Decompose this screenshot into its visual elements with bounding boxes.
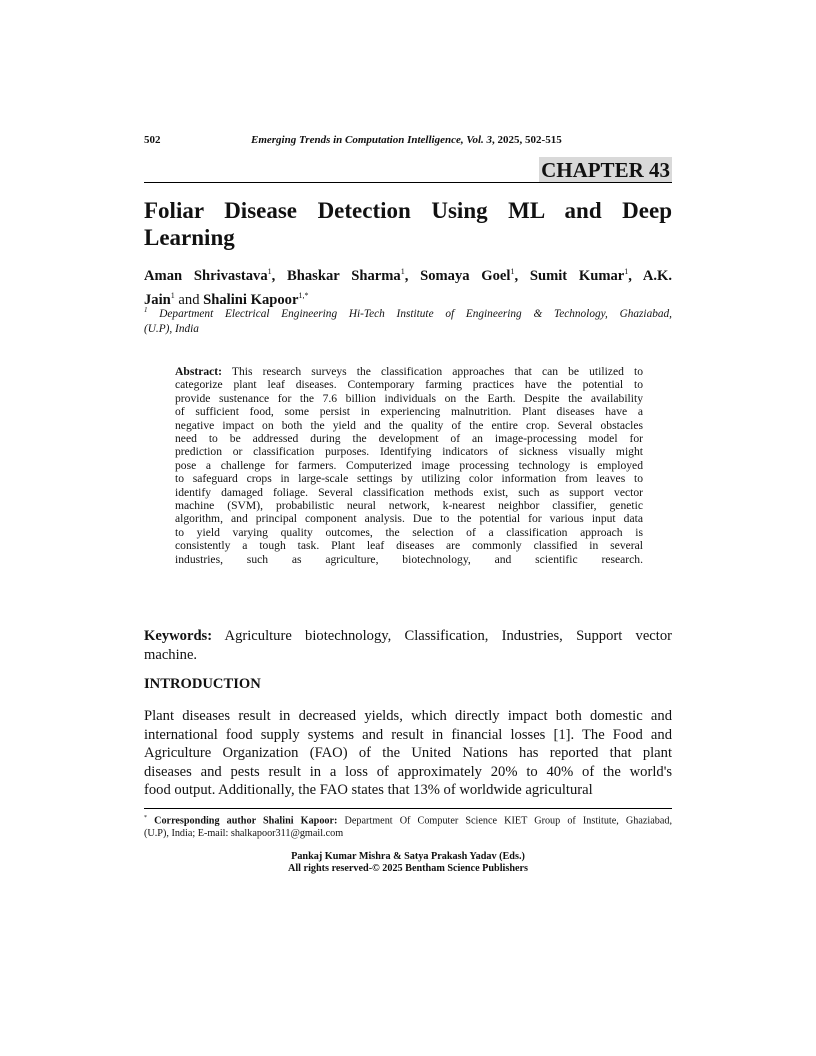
author-affil-sup: 1 xyxy=(400,267,405,276)
paper-title xyxy=(144,197,672,251)
author-affil-sup: 1 xyxy=(510,267,515,276)
footnote-line-2: (U.P), India; E-mail: shalkapoor311@gmail.com xyxy=(144,827,344,839)
footnote-sup: * xyxy=(144,815,147,821)
author-name: Aman Shrivastava xyxy=(144,267,268,284)
abstract-line xyxy=(175,365,643,378)
author-name: A.K. xyxy=(642,267,673,284)
journal-citation xyxy=(251,134,562,146)
body-line: Plant diseases result in decreased yields, which directly impact both domestic and xyxy=(144,708,672,724)
abstract-line: consistently a tough task. Plant leaf diseases are commonly classified in several xyxy=(175,539,643,553)
abstract xyxy=(175,365,643,566)
abstract-line: categorize plant leaf diseases. Contemporary farming practices have the potential to xyxy=(175,378,643,392)
abstract-label: Abstract: xyxy=(175,365,223,378)
body-line: Agriculture Organization (FAO) of the United Nations has reported that plant xyxy=(144,745,672,762)
affiliation xyxy=(144,303,672,337)
affiliation-line-1 xyxy=(144,303,672,322)
keywords xyxy=(144,627,672,664)
author-name: Jain xyxy=(144,291,171,308)
author-name: Shalini Kapoor xyxy=(203,291,299,308)
keywords-label: Keywords: xyxy=(144,628,213,644)
journal-name: Emerging Trends in Computation Intelligence, Vol. 3 xyxy=(251,134,493,146)
author-name: Sumit Kumar xyxy=(529,267,625,284)
affiliation-line-2: (U.P), India xyxy=(144,322,199,335)
abstract-line: negative impact on both the yield and the quality of the entire crop. Several obstacles xyxy=(175,418,643,432)
author-conjunction: and xyxy=(178,291,200,308)
author-affil-sup: 1 xyxy=(624,267,629,276)
abstract-line: provide sustenance for the 7.6 billion individuals on the Earth. Despite the availability xyxy=(175,391,643,405)
page-number: 502 xyxy=(144,134,161,146)
footnote-line-1 xyxy=(144,812,672,828)
chapter-label: CHAPTER 43 xyxy=(541,158,670,182)
abstract-line: to yield varying quality outcomes, the selection of a classification approach is xyxy=(175,525,643,539)
author-name: Somaya Goel xyxy=(420,267,511,284)
rights-line: All rights reserved-© 2025 Bentham Science Publishers xyxy=(287,863,529,875)
keywords-line-2: machine. xyxy=(144,646,198,663)
keywords-text: Agriculture biotechnology, Classification, Industries, Support vector xyxy=(224,628,672,644)
abstract-line: industries, such as agriculture, biotechnology, and scientific research. xyxy=(175,552,643,566)
section-heading: INTRODUCTION xyxy=(144,676,261,692)
publisher-footer xyxy=(144,851,672,876)
body-line: international food supply systems and result in financial losses [1]. The Food and xyxy=(144,726,672,743)
author-line-1: Aman Shrivastava$^1$, Bhaskar Sharma$^1$, Somaya Goel$^1$, Sumit Kumar$^1$, A.K. xyxy=(144,267,673,284)
affiliation-sup: 1 xyxy=(144,306,148,314)
author-affil-sup: 1 xyxy=(170,290,175,300)
abstract-line: identify damaged foliage. Several classification methods exist, such as support vector xyxy=(175,485,643,499)
body-line: diseases and pests result in a loss of approximately 20% to 40% of the world's xyxy=(144,763,672,780)
footnote xyxy=(144,812,672,840)
intro-paragraph xyxy=(144,707,672,800)
title-line-2: Learning xyxy=(144,225,235,250)
author-name: Bhaskar Sharma xyxy=(287,267,401,284)
affiliation-text: Department Electrical Engineering Hi-Tech Institute of Engineering & Technology, Ghaziabad, xyxy=(159,307,672,320)
journal-volume-pages: , 2025, 502-515 xyxy=(492,134,562,146)
abstract-line: machine (SVM), probabilistic neural network, k-nearest neighbor classifier, genetic xyxy=(175,499,643,513)
title-line-1: Foliar Disease Detection Using ML and Deep xyxy=(144,198,672,223)
editors-line: Pankaj Kumar Mishra & Satya Prakash Yadav (Eds.) xyxy=(291,851,525,862)
header-rule xyxy=(144,182,672,183)
body-line: food output. Additionally, the FAO states that 13% of worldwide agricultural xyxy=(144,782,593,799)
author-affil-sup: 1,* xyxy=(298,290,309,300)
abstract-line: algorithm, and principal component analysis. Due to the potential for various input data xyxy=(175,512,643,526)
footnote-label: Corresponding author Shalini Kapoor: xyxy=(154,815,338,827)
abstract-text: This research surveys the classification approaches that can be utilized to xyxy=(231,365,643,378)
abstract-line: prediction or classification purposes. Identifying indicators of sickness visually might xyxy=(175,445,643,459)
abstract-line: of sufficient food, some persist in experiencing malnutrition. Plant diseases have a xyxy=(175,405,643,419)
abstract-line: need to be addressed during the development of an image-processing model for xyxy=(175,432,643,446)
author-affil-sup: 1 xyxy=(267,267,272,276)
footnote-text: Department Of Computer Science KIET Group of Institute, Ghaziabad, xyxy=(344,815,673,827)
keywords-line-1 xyxy=(144,627,672,646)
abstract-line: pose a challenge for farmers. Computerized image processing technology is employed xyxy=(175,458,643,472)
abstract-line: to safeguard crops in large-scale settings by utilizing color information from leaves to xyxy=(175,472,643,486)
footnote-rule xyxy=(144,808,672,809)
